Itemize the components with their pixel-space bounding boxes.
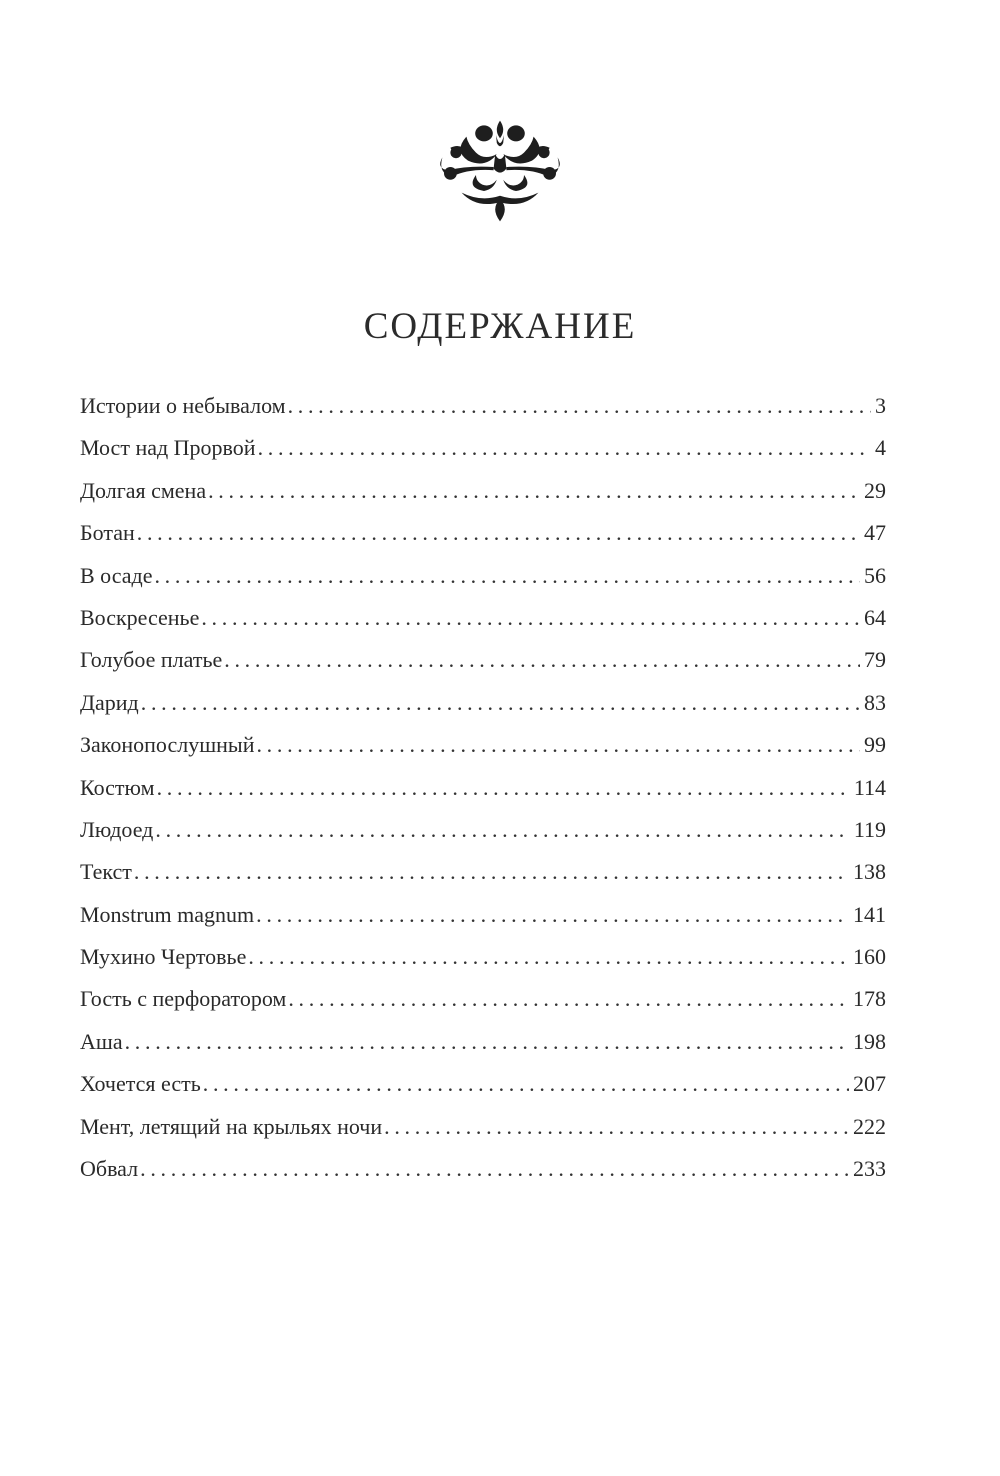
toc-entry-title: Аша [80,1028,123,1054]
toc-entry-page: 64 [864,604,886,630]
toc-entry-page: 3 [875,393,886,418]
toc-entry-page: 79 [864,647,886,673]
toc-entry-title: Воскресенье [80,604,200,630]
toc-entry[interactable] [80,724,886,766]
toc-entry[interactable] [80,512,886,554]
toc-entry-title: Людоед [80,816,154,842]
toc-entry-title: Обвал [80,1156,139,1182]
toc-entry[interactable] [80,597,886,639]
toc-entry-title: Мост над Прорвой [80,435,256,461]
dot-leader [288,385,871,427]
floral-ornament-icon [420,112,580,230]
toc-entry[interactable] [80,1063,886,1105]
toc-entry-page: 178 [853,986,886,1012]
dot-leader [134,851,849,893]
toc-entry-title: Долгая смена [80,477,207,503]
toc-entry-title: Гость с перфоратором [80,986,287,1012]
dot-leader [258,427,871,469]
toc-entry-title: Дарид [80,689,139,715]
dot-leader [201,597,860,639]
toc-entry-page: 207 [853,1071,886,1097]
dot-leader [256,894,849,936]
dot-leader [224,639,860,681]
toc-entry-page: 222 [853,1113,886,1139]
dot-leader [154,555,860,597]
toc-entry[interactable] [80,1148,886,1190]
toc-entry-page: 47 [864,520,886,546]
page-title: СОДЕРЖАНИЕ [363,306,637,347]
dot-leader [203,1063,849,1105]
toc-entry[interactable] [80,639,886,681]
toc-entry[interactable] [80,978,886,1020]
dot-leader [141,682,860,724]
toc-entry-title: Законопослушный [80,732,255,758]
toc-entry-title: Костюм [80,774,155,800]
toc-entry[interactable] [80,427,886,469]
toc-entry-title: Истории о небывалом [80,393,286,418]
toc-entry[interactable] [80,894,886,936]
toc-entry-page: 56 [864,562,886,588]
dot-leader [208,470,860,512]
toc-entry-title: Ботан [80,520,135,546]
toc-entry[interactable] [80,809,886,851]
toc-entry-title: Monstrum magnum [80,901,255,927]
dot-leader [248,936,849,978]
toc-entry-page: 83 [864,689,886,715]
toc-entry[interactable] [80,1021,886,1063]
toc-entry-page: 141 [853,901,886,927]
toc-entry-title: В осаде [80,562,153,588]
dot-leader [140,1148,849,1190]
toc-entry[interactable] [80,470,886,512]
toc-entry[interactable] [80,385,886,427]
dot-leader [155,809,849,851]
toc-entry-page: 4 [875,435,886,461]
toc-entry-page: 160 [853,944,886,970]
toc-entry-title: Мент, летящий на крыльях ночи [80,1113,383,1139]
dot-leader [384,1106,849,1148]
table-of-contents [80,385,886,1190]
toc-entry[interactable] [80,555,886,597]
dot-leader [125,1021,849,1063]
toc-entry-page: 138 [853,859,886,885]
dot-leader [157,767,850,809]
toc-entry-page: 233 [853,1156,886,1182]
dot-leader [256,724,860,766]
toc-entry-page: 29 [864,477,886,503]
toc-entry-page: 198 [853,1028,886,1054]
toc-entry[interactable] [80,936,886,978]
toc-entry-title: Текст [80,859,132,885]
toc-entry-page: 99 [864,732,886,758]
toc-entry-title: Голубое платье [80,647,223,673]
toc-entry[interactable] [80,1106,886,1148]
toc-entry-title: Хочется есть [80,1071,201,1097]
toc-entry[interactable] [80,682,886,724]
toc-entry[interactable] [80,851,886,893]
toc-entry-page: 119 [853,816,886,842]
dot-leader [137,512,860,554]
toc-entry-title: Мухино Чертовье [80,944,247,970]
dot-leader [288,978,849,1020]
toc-entry[interactable] [80,767,886,809]
toc-entry-page: 114 [853,774,886,800]
